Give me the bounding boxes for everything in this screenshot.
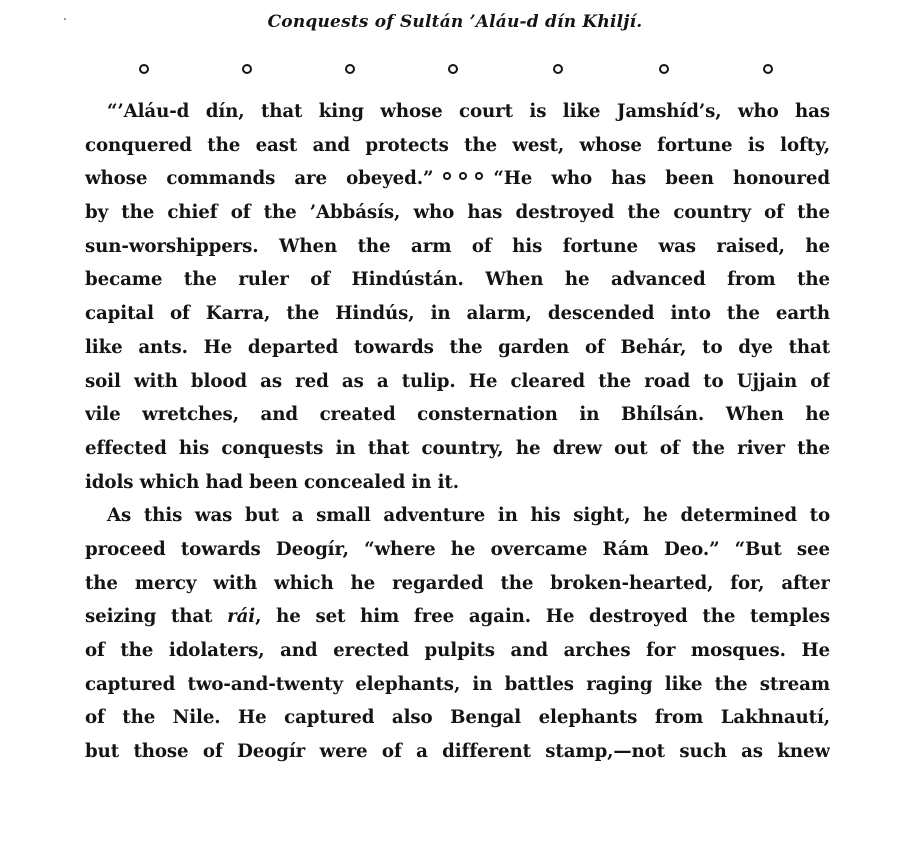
ellipsis-dot <box>553 64 563 74</box>
ellipsis-dot <box>448 64 458 74</box>
text-line: of the idolaters, and erected pulpits and arches for mosques. He <box>85 640 830 661</box>
ellipsis-dot <box>443 172 451 180</box>
italic-word: rái <box>227 606 256 628</box>
body-text <box>85 95 830 769</box>
text-line: but those of Deogír were of a different stamp,—not such as knew <box>85 741 830 763</box>
text-line: the mercy with which he regarded the broken-hearted, for, after <box>85 572 830 594</box>
text-line <box>85 162 830 196</box>
text-line: As this was but a small adventure in his sight, he determined to <box>107 505 830 527</box>
text-line: by the chief of the ’Abbásís, who has destroyed the country of the <box>85 202 830 224</box>
text-line: capital of Karra, the Hindús, in alarm, descended into the earth <box>85 303 830 325</box>
text-line: idols which had been concealed in it. <box>85 471 459 493</box>
ellipsis-dots-row <box>0 62 910 78</box>
ellipsis-dot <box>345 64 355 74</box>
ellipsis-dot <box>475 172 483 180</box>
text-line: like ants. He departed towards the garden of Behár, to dye that <box>85 336 830 358</box>
ellipsis-dot <box>459 172 467 180</box>
text-line: vile wretches, and created consternation in Bhílsán. When he <box>85 404 830 426</box>
text-segment: whose commands are obeyed.” <box>85 168 434 190</box>
text-line: captured two-and-twenty elephants, in battles raging like the stream <box>85 673 830 695</box>
ellipsis-dot <box>242 64 252 74</box>
text-line: soil with blood as red as a tulip. He cleared the road to Ujjain of <box>85 370 830 392</box>
text-segment: , he set him free again. He destroyed the temples <box>255 606 830 628</box>
text-segment: “He who has been honoured <box>493 168 830 190</box>
inline-ellipsis <box>439 162 487 196</box>
text-line: proceed towards Deogír, “where he overcame Rám Deo.” “But see <box>85 538 830 560</box>
text-segment: seizing that <box>85 606 213 628</box>
ellipsis-dot <box>139 64 149 74</box>
text-line: sun-worshippers. When the arm of his fortune was raised, he <box>85 235 830 257</box>
text-line: of the Nile. He captured also Bengal elephants from Lakhnautí, <box>85 707 830 729</box>
running-head: Conquests of Sultán ’Aláu-d dín Khiljí. <box>267 12 643 32</box>
text-line: effected his conquests in that country, he drew out of the river the <box>85 437 830 459</box>
ellipsis-dot <box>659 64 669 74</box>
ellipsis-dot <box>763 64 773 74</box>
text-line: “’Aláu-d dín, that king whose court is like Jamshíd’s, who has <box>107 101 830 122</box>
text-line <box>85 600 830 634</box>
text-line: conquered the east and protects the west, whose fortune is lofty, <box>85 134 830 156</box>
text-line: became the ruler of Hindústán. When he advanced from the <box>85 269 830 291</box>
